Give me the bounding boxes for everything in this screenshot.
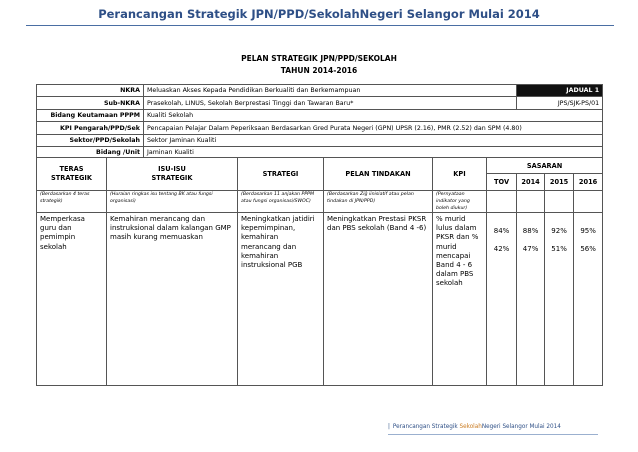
note-empty-2014 bbox=[517, 191, 545, 213]
note-strategi: (Berdasarkan 11 anjakan PPPM atau fungsi organisasi/SWOC) bbox=[238, 191, 324, 213]
kpi-pengarah-label: KPI Pengarah/PPD/Sek bbox=[37, 122, 144, 135]
note-isu: (Huraian ringkas isu tentang BK atau fungsi organisasi) bbox=[107, 191, 238, 213]
sektor-value: Sektor Jaminan Kualiti bbox=[144, 135, 603, 147]
target-2016-value-1: 95% bbox=[580, 227, 596, 235]
col-year-2015: 2015 bbox=[545, 174, 574, 191]
footer-divider bbox=[388, 434, 598, 435]
cell-2015 bbox=[545, 213, 574, 386]
col-pelan-tindakan: PELAN TINDAKAN bbox=[324, 158, 433, 191]
cell-pelan: Meningkatkan Prestasi PKSR dan PBS sekolah (Band 4 -6) bbox=[324, 213, 433, 386]
sub-nkra-row bbox=[37, 97, 603, 110]
cell-tov bbox=[487, 213, 517, 386]
note-teras: (Berdasarkan 4 teras strategik) bbox=[37, 191, 107, 213]
note-empty-2016 bbox=[574, 191, 603, 213]
footer-text-end: Negeri Selangor Mulai 2014 bbox=[481, 424, 561, 430]
column-header-row bbox=[37, 158, 603, 174]
cell-kpi: % murid lulus dalam PKSR dan % murid mencapai Band 4 - 6 dalam PBS sekolah bbox=[433, 213, 487, 386]
bidang-unit-row bbox=[37, 147, 603, 158]
col-isu-line1: ISU-ISU bbox=[158, 165, 186, 173]
footer-pipe: | bbox=[388, 424, 390, 430]
document-subtitle: TAHUN 2014-2016 bbox=[280, 66, 358, 75]
col-kpi: KPI bbox=[433, 158, 487, 191]
col-year-2014: 2014 bbox=[517, 174, 545, 191]
target-2014-value-2: 47% bbox=[522, 245, 539, 254]
col-year-2016: 2016 bbox=[574, 174, 603, 191]
col-year-tov: TOV bbox=[487, 174, 517, 191]
cell-2014 bbox=[517, 213, 545, 386]
col-isu-strategik bbox=[107, 158, 238, 191]
bidang-keutamaan-value: Kualiti Sekolah bbox=[144, 110, 603, 122]
bidang-keutamaan-label: Bidang Keutamaan PPPM bbox=[37, 110, 144, 122]
strategic-plan-table bbox=[36, 84, 603, 386]
cell-isu: Kemahiran merancang dan instruksional dalam kalangan GMP masih kurang memuaskan bbox=[107, 213, 238, 386]
note-kpi: (Pernyataan indikator yang boleh diukur) bbox=[433, 191, 487, 213]
plan-data-row bbox=[37, 213, 603, 386]
target-2015-value-2: 51% bbox=[551, 245, 567, 254]
note-empty-tov bbox=[487, 191, 517, 213]
target-2016-value-2: 56% bbox=[580, 245, 596, 254]
cell-teras: Memperkasa guru dan pemimpin sekolah bbox=[37, 213, 107, 386]
bidang-unit-label: Bidang /Unit bbox=[37, 147, 144, 158]
table-tag: JADUAL 1 bbox=[517, 85, 603, 97]
cell-2016 bbox=[574, 213, 603, 386]
footer-text-accent: Sekolah bbox=[459, 424, 482, 430]
col-teras-strategik bbox=[37, 158, 107, 191]
document-header-title: Perancangan Strategik JPN/PPD/SekolahNegeri Selangor Mulai 2014 bbox=[98, 7, 540, 21]
document-footer bbox=[388, 424, 561, 430]
note-empty-2015 bbox=[545, 191, 574, 213]
target-2015-value-1: 92% bbox=[551, 227, 567, 235]
kpi-pengarah-row bbox=[37, 122, 603, 135]
sektor-row bbox=[37, 135, 603, 147]
note-pelan: (Berdasarkan Ziḡ iinisiatif atau pelan tindakan di JPN/PPD) bbox=[324, 191, 433, 213]
cell-strategi: Meningkatkan jatidiri kepemimpinan, kemahiran merancang dan kemahiran instruksional PGB bbox=[238, 213, 324, 386]
col-isu-line2: STRATEGIK bbox=[151, 174, 193, 182]
kpi-pengarah-value: Pencapaian Pelajar Dalam Peperiksaan Berdasarkan Gred Purata Negeri (GPN) UPSR (2.16), PMR (2.52) dan SPM (4.80) bbox=[144, 122, 603, 135]
col-teras-line2: STRATEGIK bbox=[51, 174, 92, 182]
target-2014-value-1: 88% bbox=[522, 227, 539, 235]
plan-code: JPS/SJK-PS/01 bbox=[517, 97, 603, 110]
nkra-label: NKRA bbox=[37, 85, 144, 97]
sub-nkra-label: Sub-NKRA bbox=[37, 97, 144, 110]
header-divider bbox=[26, 25, 614, 26]
col-sasaran: SASARAN bbox=[487, 158, 603, 174]
tov-value-2: 42% bbox=[493, 245, 510, 254]
guidance-notes-row bbox=[37, 191, 603, 213]
footer-text-start: Perancangan Strategik bbox=[392, 424, 460, 430]
tov-value-1: 84% bbox=[493, 227, 510, 235]
bidang-unit-value: Jaminan Kualiti bbox=[144, 147, 603, 158]
bidang-keutamaan-row bbox=[37, 110, 603, 122]
col-strategi: STRATEGI bbox=[238, 158, 324, 191]
nkra-row bbox=[37, 85, 603, 97]
document-title: PELAN STRATEGIK JPN/PPD/SEKOLAH bbox=[241, 54, 397, 63]
sub-nkra-value: Prasekolah, LINUS, Sekolah Berprestasi Tinggi dan Tawaran Baru* bbox=[144, 97, 517, 110]
col-teras-line1: TERAS bbox=[59, 165, 84, 173]
nkra-value: Meluaskan Akses Kepada Pendidikan Berkualiti dan Berkemampuan bbox=[144, 85, 517, 97]
sektor-label: Sektor/PPD/Sekolah bbox=[37, 135, 144, 147]
